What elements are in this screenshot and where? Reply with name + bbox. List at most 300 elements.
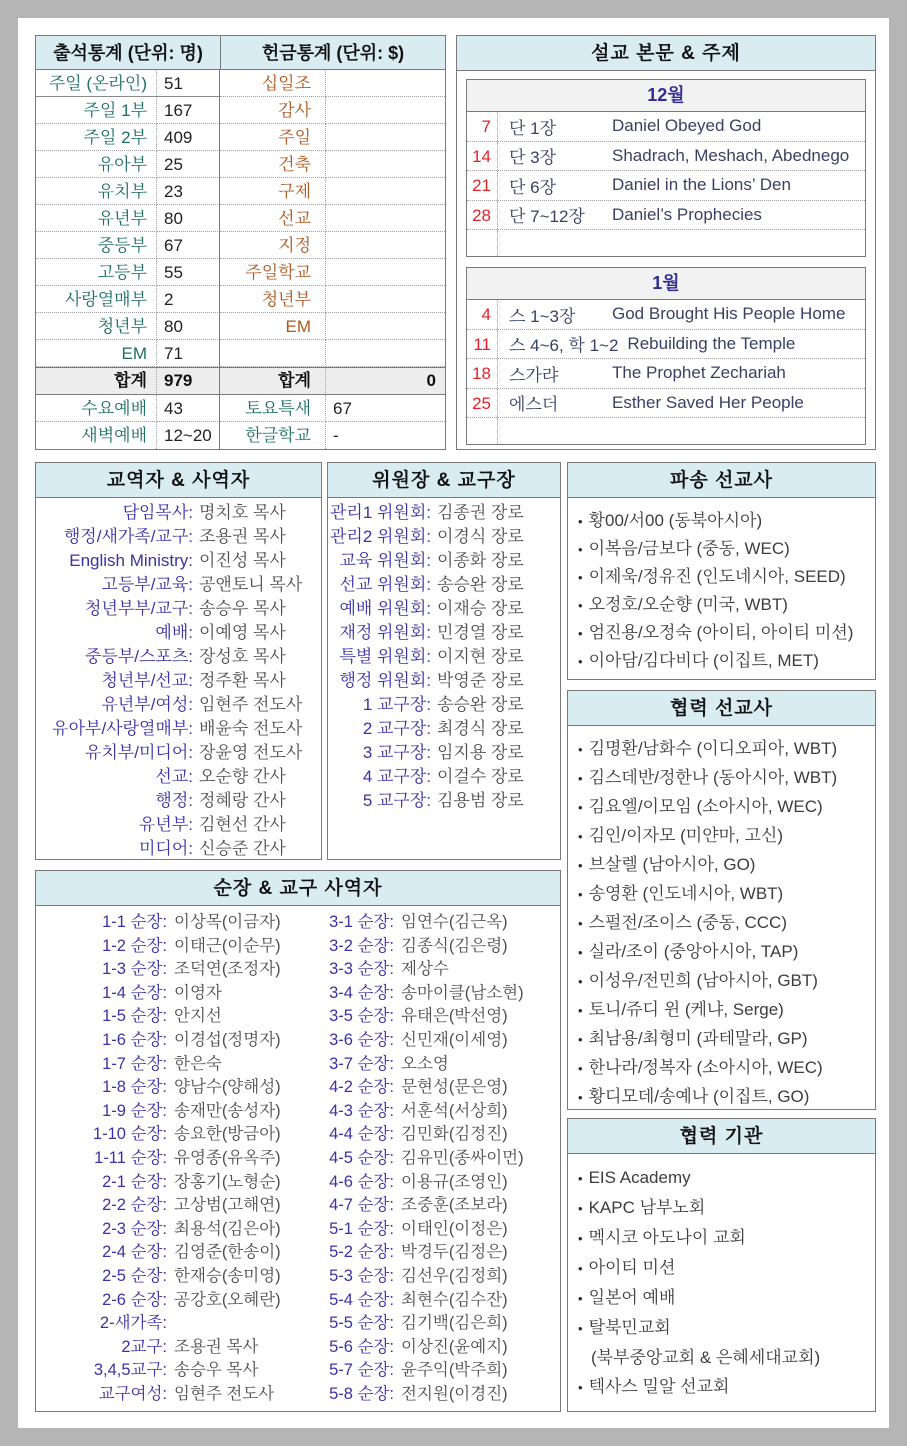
- leader-row: [298, 1029, 560, 1053]
- organization-item: [578, 1313, 867, 1343]
- person-name: 이경식 장로: [437, 527, 524, 546]
- sent-missionaries-section: [567, 462, 876, 680]
- leader-row: [36, 1123, 298, 1147]
- offering-value: 0: [326, 367, 445, 395]
- organizations-title: 협력 기관: [568, 1119, 875, 1154]
- person-name: 윤주익(박주희): [401, 1361, 508, 1380]
- committee-row: [328, 549, 560, 573]
- coop-missionaries-title: 협력 선교사: [568, 691, 875, 726]
- sermon-topic: Rebuilding the Temple: [627, 333, 796, 353]
- person-name: 최용석(김은아): [174, 1219, 281, 1238]
- staff-row: [36, 693, 321, 717]
- sermon-date: 25: [467, 389, 498, 418]
- stats-row: [36, 178, 445, 205]
- offering-value: 67: [326, 395, 445, 422]
- offering-label: 선교: [220, 205, 326, 232]
- role-label: 교육 위원회:: [339, 551, 431, 570]
- attendance-label: 합계: [36, 367, 157, 395]
- sermon-topic: Daniel in the Lions’ Den: [612, 175, 791, 195]
- person-name: 이태근(이순무): [174, 936, 281, 955]
- committee-row: [328, 741, 560, 765]
- staff-row: [36, 717, 321, 741]
- list-item-text: EIS Academy: [588, 1168, 691, 1187]
- sermon-row: [467, 389, 865, 419]
- leader-row: [298, 982, 560, 1006]
- leader-row: [298, 1241, 560, 1265]
- person-name: 전지원(이경진): [401, 1384, 508, 1403]
- stats-row: [36, 340, 445, 367]
- leader-row: [36, 1312, 298, 1336]
- attendance-label: 주일 (온라인): [36, 70, 157, 97]
- role-label: 1-1 순장:: [102, 913, 167, 931]
- leader-row: [298, 1123, 560, 1147]
- role-label: 3-1 순장:: [329, 913, 394, 931]
- sermon-row: [467, 330, 865, 360]
- person-name: [174, 1312, 298, 1336]
- role-label: 1-10 순장:: [92, 1125, 167, 1144]
- coop-missionaries-section: [567, 690, 876, 1110]
- attendance-value: 409: [157, 124, 220, 151]
- role-label: 1-6 순장:: [102, 1030, 167, 1049]
- role-label: 2-1 순장:: [102, 1172, 167, 1191]
- person-name: 이예영 목사: [199, 623, 286, 642]
- person-name: 송승우 목사: [174, 1361, 259, 1380]
- person-name: 안지선: [174, 1007, 222, 1026]
- person-name: 이종화 장로: [437, 551, 524, 570]
- stats-extra-row: [36, 395, 445, 422]
- role-label: 행정:: [155, 791, 193, 810]
- list-item-text: KAPC 남부노회: [588, 1198, 706, 1217]
- person-name: 양남수(양해성): [174, 1078, 281, 1097]
- bullet-icon: •: [578, 570, 583, 585]
- role-label: 4-7 순장:: [329, 1196, 394, 1215]
- coop-missionary-item: [578, 996, 867, 1025]
- list-item-text: 김스데반/정한나 (동아시아, WBT): [588, 768, 838, 787]
- sermon-row: [467, 230, 865, 256]
- leader-row: [298, 1218, 560, 1242]
- person-name: 송마이클(남소현): [401, 983, 524, 1002]
- committee-row: [328, 597, 560, 621]
- staff-list: [36, 498, 321, 860]
- person-name: 유영종(유옥주): [174, 1148, 281, 1167]
- leader-row: [36, 911, 298, 935]
- committee-row: [328, 693, 560, 717]
- bullet-icon: •: [578, 1321, 583, 1336]
- role-label: 유아부/사랑열매부:: [52, 719, 193, 738]
- role-label: 5-8 순장:: [329, 1384, 394, 1403]
- sent-missionary-item: [578, 619, 867, 647]
- staff-row: [36, 837, 321, 860]
- attendance-label: EM: [36, 340, 157, 367]
- role-label: 3 교구장:: [362, 743, 431, 762]
- bullet-icon: •: [578, 829, 583, 844]
- sermon-date: 14: [467, 142, 498, 171]
- role-label: 4-4 순장:: [329, 1125, 394, 1144]
- stats-extra-row: [36, 422, 445, 449]
- sermon-topic: Daniel’s Prophecies: [612, 204, 762, 224]
- person-name: 최경식 장로: [437, 719, 524, 738]
- role-label: 5 교구장:: [362, 791, 431, 810]
- committee-section-title: 위원장 & 교구장: [328, 463, 560, 498]
- attendance-value: 80: [157, 313, 220, 340]
- sermon-date: 21: [467, 171, 498, 200]
- person-name: 이태인(이정은): [401, 1219, 508, 1238]
- leader-row: [36, 958, 298, 982]
- leader-row: [36, 1005, 298, 1029]
- role-label: 2-6 순장:: [102, 1290, 167, 1309]
- committee-row: [328, 765, 560, 789]
- staff-row: [36, 669, 321, 693]
- sermon-topic: Daniel Obeyed God: [612, 116, 762, 136]
- role-label: 5-6 순장:: [329, 1337, 394, 1356]
- list-item-text: 탈북민교회: [588, 1318, 671, 1337]
- month-header: 12월: [467, 80, 865, 112]
- person-name: 문현성(문은영): [401, 1078, 508, 1097]
- bullet-icon: •: [578, 626, 583, 641]
- bulletin-page: [18, 18, 889, 1428]
- person-name: 이영자: [174, 983, 222, 1002]
- person-name: 오순향 간사: [199, 767, 286, 786]
- sermon-row: [467, 171, 865, 201]
- list-item-text: 최남용/최형미 (과테말라, GP): [588, 1029, 808, 1048]
- coop-missionary-item: [578, 909, 867, 938]
- coop-missionary-item: [578, 1025, 867, 1054]
- bullet-icon: •: [578, 514, 583, 529]
- role-label: 1-4 순장:: [102, 983, 167, 1002]
- role-label: 관리1 위원회:: [329, 503, 431, 522]
- bullet-icon: •: [578, 1061, 583, 1076]
- attendance-value: 25: [157, 151, 220, 178]
- person-name: 조중훈(조보라): [401, 1196, 508, 1215]
- committee-row: [328, 501, 560, 525]
- attendance-value: 2: [157, 286, 220, 313]
- coop-missionary-item: [578, 1083, 867, 1110]
- person-name: 고상범(고해연): [174, 1196, 281, 1215]
- leader-row: [298, 1100, 560, 1124]
- person-name: 이경섭(정명자): [174, 1030, 281, 1049]
- person-name: 오소영: [401, 1054, 449, 1073]
- role-label: 청년부부/교구:: [85, 599, 193, 618]
- leader-row: [36, 1241, 298, 1265]
- list-item-text: 이성우/전민희 (남아시아, GBT): [588, 971, 818, 990]
- attendance-label: 주일 2부: [36, 124, 157, 151]
- sent-missionaries-list: [568, 498, 875, 675]
- offering-value: [326, 286, 445, 313]
- attendance-label: 고등부: [36, 259, 157, 286]
- leader-row: [36, 1218, 298, 1242]
- role-label: 유년부/여성:: [101, 695, 193, 714]
- attendance-header: 출석통계 (단위: 명): [36, 36, 220, 70]
- staff-row: [36, 741, 321, 765]
- person-name: 장윤영 전도사: [199, 743, 303, 762]
- person-name: 유태은(박선영): [401, 1007, 508, 1026]
- stats-total-row: [36, 367, 445, 395]
- person-name: 이용규(조영인): [401, 1172, 508, 1191]
- leader-row: [298, 1076, 560, 1100]
- list-item-text: 브살렐 (남아시아, GO): [588, 855, 756, 874]
- sermon-topic: Shadrach, Meshach, Abednego: [612, 145, 850, 165]
- person-name: 장홍기(노형순): [174, 1172, 281, 1191]
- attendance-value: 51: [157, 70, 220, 97]
- role-label: 2-새가족:: [99, 1314, 167, 1333]
- attendance-label: 사랑열매부: [36, 286, 157, 313]
- stats-row: [36, 124, 445, 151]
- coop-missionary-item: [578, 764, 867, 793]
- organization-item: [578, 1163, 867, 1193]
- offering-value: [326, 70, 445, 97]
- committee-list: [328, 498, 560, 813]
- list-item-text: 이제욱/정유진 (인도네시아, SEED): [588, 567, 846, 586]
- offering-label: 지정: [220, 232, 326, 259]
- offering-label: 청년부: [220, 286, 326, 313]
- attendance-value: 55: [157, 259, 220, 286]
- offering-label: 건축: [220, 151, 326, 178]
- committee-section: [327, 462, 561, 860]
- sermon-row: [467, 201, 865, 231]
- list-item-text: 김인/이자모 (미얀마, 고신): [588, 826, 783, 845]
- offering-label: 주일: [220, 124, 326, 151]
- month-header: 1월: [467, 268, 865, 300]
- role-label: 3-5 순장:: [329, 1007, 394, 1026]
- stats-row: [36, 259, 445, 286]
- list-item-text: 황디모데/송예나 (이집트, GO): [588, 1087, 810, 1106]
- attendance-label: 중등부: [36, 232, 157, 259]
- offering-value: [326, 340, 445, 367]
- offering-value: [326, 232, 445, 259]
- role-label: 3,4,5교구:: [93, 1361, 167, 1380]
- list-item-text: 아이티 미션: [588, 1258, 676, 1277]
- offering-value: [326, 178, 445, 205]
- organizations-list: [568, 1154, 875, 1402]
- person-name: 신승준 간사: [199, 839, 286, 858]
- bullet-icon: •: [578, 945, 583, 960]
- committee-row: [328, 621, 560, 645]
- role-label: 담임목사:: [122, 503, 193, 522]
- bullet-icon: •: [578, 742, 583, 757]
- offering-label: 합계: [220, 367, 326, 395]
- person-name: 민경열 장로: [437, 623, 524, 642]
- leader-row: [36, 1265, 298, 1289]
- sermon-row: [467, 142, 865, 172]
- sermon-date: [467, 230, 498, 256]
- attendance-value: 167: [157, 97, 220, 124]
- committee-row: [328, 669, 560, 693]
- leaders-section: [35, 870, 561, 1412]
- stats-row: [36, 70, 445, 97]
- role-label: 4 교구장:: [362, 767, 431, 786]
- role-label: 1-5 순장:: [102, 1007, 167, 1026]
- coop-missionary-item: [578, 880, 867, 909]
- role-label: 2-2 순장:: [102, 1196, 167, 1215]
- leader-row: [298, 1265, 560, 1289]
- sermon-topic: Esther Saved Her People: [612, 392, 804, 412]
- sermon-section: [456, 35, 876, 450]
- sermon-date: 4: [467, 300, 498, 329]
- person-name: 공앤토니 목사: [199, 575, 303, 594]
- leaders-columns: [36, 906, 560, 1406]
- staff-row: [36, 525, 321, 549]
- leader-row: [36, 1147, 298, 1171]
- leaders-section-title: 순장 & 교구 사역자: [36, 871, 560, 906]
- list-item-text: 스펄전/조이스 (중동, CCC): [588, 913, 787, 932]
- role-label: 1-2 순장:: [102, 936, 167, 955]
- stats-row: [36, 313, 445, 340]
- sermon-scripture: 단 6장: [509, 177, 557, 197]
- person-name: 신민재(이세영): [401, 1030, 508, 1049]
- role-label: 관리2 위원회:: [329, 527, 431, 546]
- offering-label: [220, 340, 326, 367]
- person-name: 이상목(이금자): [174, 913, 281, 931]
- leader-row: [298, 1053, 560, 1077]
- committee-row: [328, 645, 560, 669]
- organizations-section: [567, 1118, 876, 1412]
- offering-label: EM: [220, 313, 326, 340]
- offering-value: [326, 151, 445, 178]
- bullet-icon: •: [578, 887, 583, 902]
- leader-row: [36, 935, 298, 959]
- person-name: 서훈석(서상희): [401, 1101, 508, 1120]
- role-label: 3-7 순장:: [329, 1054, 394, 1073]
- list-item-text: 황00/서00 (동북아시아): [588, 511, 763, 530]
- leader-row: [36, 1194, 298, 1218]
- staff-row: [36, 645, 321, 669]
- coop-missionaries-list: [568, 726, 875, 1110]
- leader-row: [36, 1053, 298, 1077]
- committee-row: [328, 573, 560, 597]
- list-item-text: 텍사스 밀알 선교회: [588, 1377, 730, 1396]
- organization-item: [578, 1372, 867, 1402]
- person-name: 송승완 장로: [437, 575, 524, 594]
- bullet-icon: •: [578, 1032, 583, 1047]
- list-item-text: 김명환/남화수 (이디오피아, WBT): [588, 739, 838, 758]
- role-label: 선교:: [155, 767, 193, 786]
- person-name: 한은숙: [174, 1054, 222, 1073]
- offering-header: 헌금통계 (단위: $): [220, 36, 445, 70]
- bullet-icon: •: [578, 654, 583, 669]
- person-name: 이걸수 장로: [437, 767, 524, 786]
- sermon-scripture: 스 4~6, 학 1~2: [509, 336, 619, 356]
- person-name: 배윤숙 전도사: [199, 719, 303, 738]
- attendance-label: 수요예배: [36, 395, 157, 422]
- sermon-section-title: 설교 본문 & 주제: [457, 36, 875, 71]
- person-name: 김종식(김은령): [401, 936, 508, 955]
- sermon-months: [457, 71, 875, 450]
- role-label: 4-6 순장:: [329, 1172, 394, 1191]
- sermon-date: 7: [467, 112, 498, 141]
- staff-row: [36, 501, 321, 525]
- bullet-icon: •: [578, 1201, 583, 1216]
- sent-missionary-item: [578, 535, 867, 563]
- offering-label: 토요특새: [220, 395, 326, 422]
- leader-row: [298, 958, 560, 982]
- bullet-icon: •: [578, 542, 583, 557]
- role-label: 중등부/스포츠:: [85, 647, 193, 666]
- staff-row: [36, 573, 321, 597]
- role-label: 5-3 순장:: [329, 1266, 394, 1285]
- offering-label: 구제: [220, 178, 326, 205]
- person-name: 김기백(김은희): [401, 1314, 508, 1333]
- sent-missionary-item: [578, 591, 867, 619]
- sent-missionary-item: [578, 563, 867, 591]
- bullet-icon: •: [578, 916, 583, 931]
- role-label: 예배 위원회:: [339, 599, 431, 618]
- leader-row: [36, 1289, 298, 1313]
- person-name: 송승우 목사: [199, 599, 286, 618]
- committee-row: [328, 717, 560, 741]
- committee-row: [328, 525, 560, 549]
- role-label: 3-2 순장:: [329, 936, 394, 955]
- role-label: 2교구:: [121, 1337, 167, 1356]
- role-label: 4-2 순장:: [329, 1078, 394, 1097]
- leader-row: [298, 1359, 560, 1383]
- person-name: 이재승 장로: [437, 599, 524, 618]
- stats-row: [36, 286, 445, 313]
- attendance-label: 유년부: [36, 205, 157, 232]
- person-name: 임현주 전도사: [174, 1384, 275, 1403]
- sermon-row: [467, 418, 865, 444]
- role-label: 행정 위원회:: [339, 671, 431, 690]
- role-label: 1 교구장:: [362, 695, 431, 714]
- attendance-value: 12~20: [157, 422, 220, 449]
- coop-missionary-item: [578, 822, 867, 851]
- person-name: 최현수(김수잔): [401, 1290, 508, 1309]
- stats-row: [36, 205, 445, 232]
- person-name: 송요한(방금아): [174, 1125, 281, 1144]
- offering-value: [326, 313, 445, 340]
- role-label: 행정/새가족/교구:: [63, 527, 193, 546]
- staff-row: [36, 597, 321, 621]
- list-item-text: 토니/쥬디 윈 (케냐, Serge): [588, 1000, 784, 1019]
- stats-header-row: [36, 36, 445, 70]
- bullet-icon: •: [578, 1171, 583, 1186]
- leader-row: [36, 1383, 298, 1407]
- attendance-value: 80: [157, 205, 220, 232]
- sermon-scripture: 단 7~12장: [509, 207, 585, 227]
- leader-row: [298, 1194, 560, 1218]
- list-item-text: 송영환 (인도네시아, WBT): [588, 884, 784, 903]
- leader-row: [36, 1359, 298, 1383]
- role-label: 3-6 순장:: [329, 1030, 394, 1049]
- bullet-icon: •: [578, 598, 583, 613]
- person-name: 김종권 장로: [437, 503, 524, 522]
- attendance-value: 43: [157, 395, 220, 422]
- month-table: [466, 267, 866, 445]
- sermon-scripture: 스가랴: [509, 365, 559, 385]
- sermon-topic: The Prophet Zechariah: [612, 363, 786, 383]
- sermon-date: [467, 418, 498, 444]
- role-label: 5-1 순장:: [329, 1219, 394, 1238]
- leaders-column-right: [298, 911, 560, 1406]
- list-item-text: 실라/조이 (중앙아시아, TAP): [588, 942, 799, 961]
- attendance-label: 유치부: [36, 178, 157, 205]
- sermon-scripture: 단 1장: [509, 118, 557, 138]
- person-name: 이지현 장로: [437, 647, 524, 666]
- role-label: 2-3 순장:: [102, 1219, 167, 1238]
- person-name: 김영준(한송이): [174, 1243, 281, 1262]
- organization-item: [578, 1283, 867, 1313]
- leader-row: [298, 935, 560, 959]
- person-name: 김용범 장로: [437, 791, 524, 810]
- person-name: 명치호 목사: [199, 503, 286, 522]
- bullet-icon: •: [578, 1291, 583, 1306]
- leader-row: [298, 1289, 560, 1313]
- offering-label: 감사: [220, 97, 326, 124]
- leader-row: [36, 1336, 298, 1360]
- coop-missionary-item: [578, 967, 867, 996]
- role-label: 1-7 순장:: [102, 1054, 167, 1073]
- role-label: 1-3 순장:: [102, 960, 167, 979]
- person-name: 조덕연(조정자): [174, 960, 281, 979]
